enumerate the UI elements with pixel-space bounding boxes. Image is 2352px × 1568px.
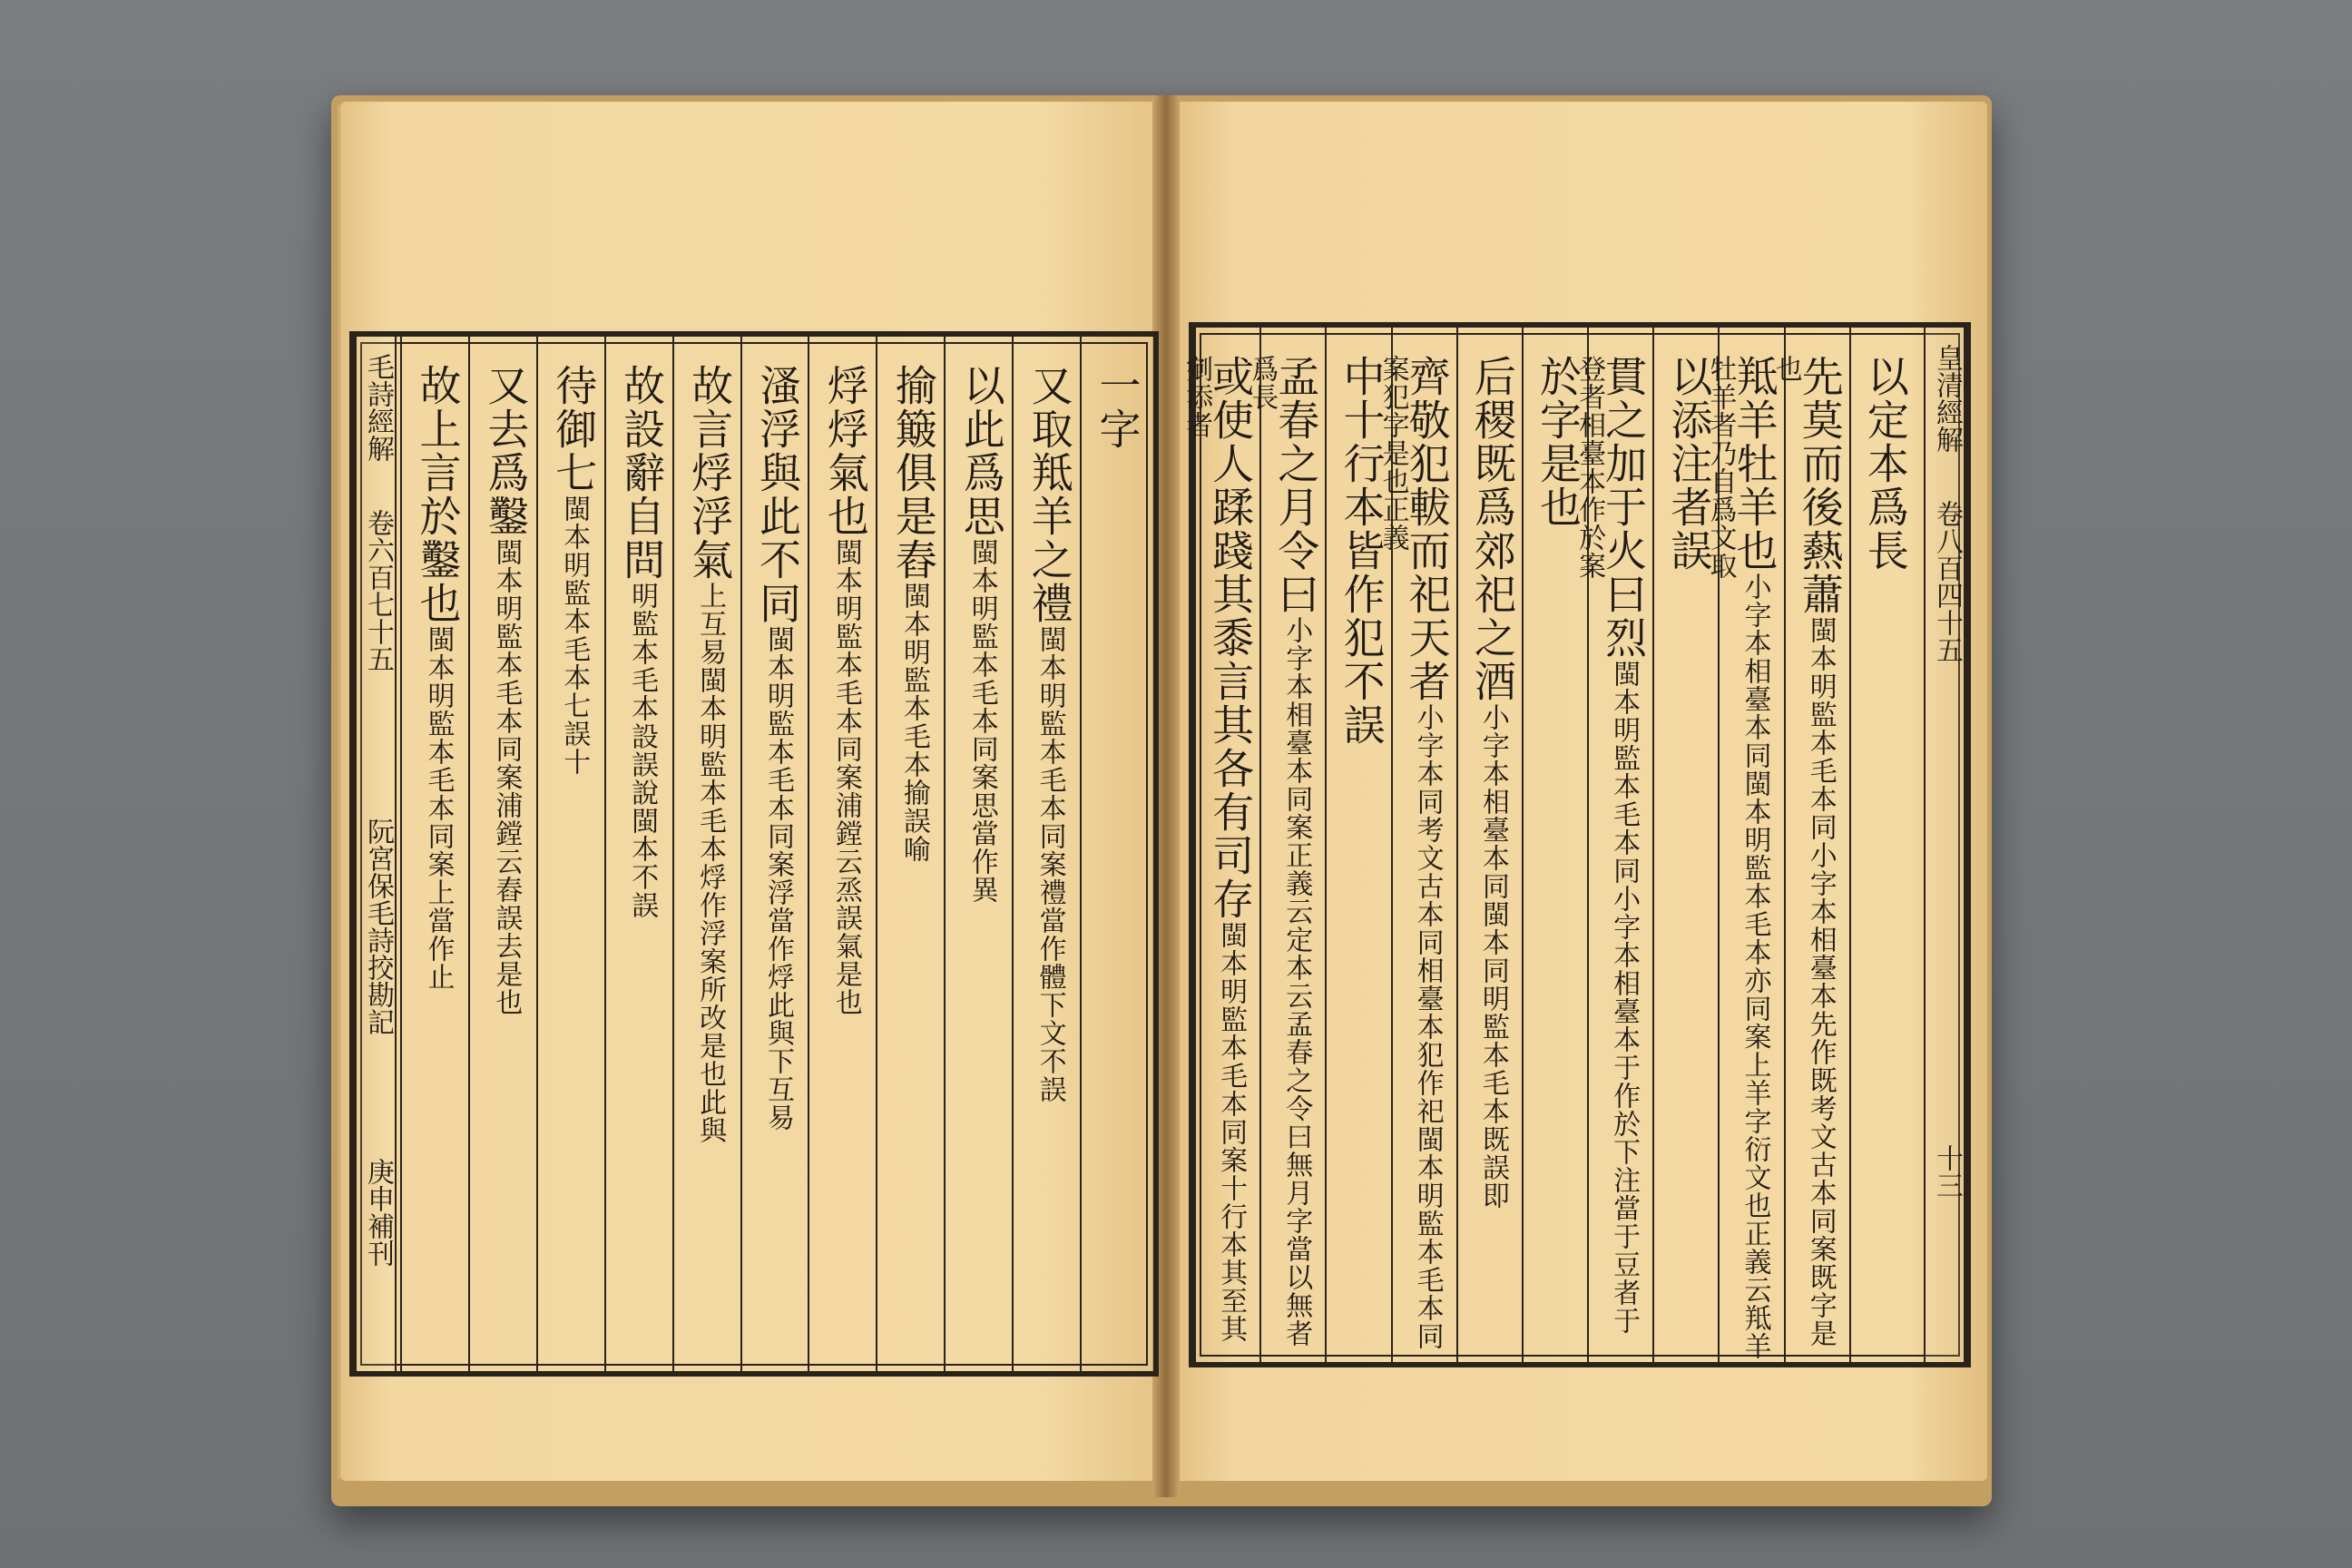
left-text-column [818,364,870,1016]
right-column-rule [1849,328,1851,1362]
left-text-column [477,364,531,1016]
right-text-column [1573,355,1649,1362]
left-main-text: 烰烰氣也 [820,364,870,538]
left-annotation-text: 閩本明監本毛本七誤十 [558,495,591,776]
right-column-rule [1522,328,1524,1362]
left-main-text: 故上言於鑿也 [413,364,463,625]
left-text-column [681,364,735,1144]
right-main-text: 孟春之月令曰 [1271,355,1321,616]
left-main-text: 一字 [1093,364,1142,451]
right-text-column [1246,355,1321,1362]
right-main-text: 以定本爲長 [1860,355,1910,573]
right-banxin-section: 卷八百四十五 [1931,500,1963,663]
right-banxin-title: 皇清經解 [1931,344,1963,453]
left-column-rule [876,337,877,1371]
left-main-text: 又去爲鑿 [481,364,531,538]
left-banxin-publisher: 阮宮保毛詩挍勘記 [362,818,394,1035]
right-annotation-text: 小字本相臺本同案正義云定本云孟春之令曰無月字當以無者爲長 [1246,355,1313,1348]
right-column-rule [1259,328,1261,1362]
left-column-rule [808,337,809,1371]
left-main-text: 待御七 [549,364,599,495]
right-annotation-text: 閩本明監本毛本同小字本相臺本先作既考文古本同案既字是也 [1769,355,1837,1348]
right-text-column [1769,355,1845,1362]
left-main-text: 溞浮與此不同 [753,364,802,625]
left-annotation-text: 閩本明監本毛本同案禮當作體下文不誤 [1034,625,1066,1103]
right-page-text-block [1181,322,1971,1367]
left-column-rule [400,337,402,1371]
right-text-column [1377,355,1452,1362]
right-main-text: 后稷既爲郊祀之酒 [1467,355,1517,703]
right-text-column [1333,355,1387,747]
left-text-column [613,364,667,919]
right-column-rule [1784,328,1786,1362]
right-annotation-text: 小字本相臺本同閩本明監本毛本亦同案上羊字衍文也正義云羝羊牡羊者乃自爲文取 [1704,355,1771,1360]
right-banxin [1924,328,1965,1362]
left-main-text: 揄簸俱是舂 [888,364,938,582]
right-text-column [1857,355,1910,573]
left-banxin-section: 卷六百七十五 [362,509,394,672]
left-annotation-text: 閩本明監本毛本同案思當作異 [965,538,998,904]
left-text-column [1090,364,1142,451]
right-annotation-text: 小字本同考文古本同相臺本犯作祀閩本明監本毛本同案犯字是也正義 [1377,355,1444,1350]
left-text-column [1022,364,1074,1103]
right-main-text: 中十行本皆作犯不誤 [1337,355,1387,747]
left-text-column [409,364,463,991]
right-main-text: 於字是也 [1534,355,1583,529]
left-banxin [355,337,397,1371]
right-column-rule [1194,328,1196,1362]
left-column-rule [604,337,606,1371]
left-main-text: 以此爲思 [956,364,1006,538]
right-column-rule [1456,328,1458,1362]
left-column-rule [672,337,674,1371]
left-annotation-text: 閩本明監本毛本揄誤喻 [897,582,930,863]
right-text-column [1661,355,1714,573]
left-column-rule [944,337,946,1371]
left-banxin-bottom: 庚申補刊 [362,1158,394,1267]
right-column-rule [1652,328,1654,1362]
left-column-rule [1012,337,1014,1371]
right-main-text: 先莫而後爇蕭 [1795,355,1845,616]
right-main-text: 或使人蹂踐其黍言其各有司存 [1206,355,1256,921]
left-column-rule [468,337,470,1371]
left-annotation-text: 明監本毛本設誤說閩本不誤 [626,582,659,919]
left-annotation-text: 閩本明監本毛本同案浮當作烰此與下互易 [762,625,794,1132]
right-banxin-page: 十三 [1931,1144,1963,1199]
right-annotation-text: 閩本明監本毛本同案十行本其至其剜添者 [1181,355,1248,1343]
left-annotation-text: 閩本明監本毛本同案浦鏜云舂誤去是也 [490,538,523,1016]
left-text-column [886,364,938,863]
left-annotation-text: 閩本明監本毛本同案浦鏜云烝誤氣是也 [829,538,862,1016]
left-annotation-text: 閩本明監本毛本同案上當作止 [422,625,455,991]
right-text-column [1530,355,1583,529]
left-annotation-text: 上互易閩本明監本毛本烰作浮案所改是也此與 [694,582,727,1144]
left-column-rule [1080,337,1082,1371]
left-main-text: 故言烰浮氣 [685,364,735,582]
right-main-text: 齊敬犯軷而祀天者 [1402,355,1452,703]
left-text-column [545,364,599,776]
left-main-text: 故設辭自問 [617,364,667,582]
right-text-column [1704,355,1779,1362]
left-column-rule [536,337,538,1371]
right-main-text: 羝羊牡羊也 [1730,355,1779,573]
right-annotation-text: 小字本相臺本同閩本同明監本毛本既誤即 [1476,703,1509,1210]
left-text-column [954,364,1006,904]
right-text-column [1465,355,1517,1210]
right-text-column [1181,355,1256,1362]
right-main-text: 以添注者誤 [1664,355,1714,573]
left-column-rule [740,337,742,1371]
right-annotation-text: 閩本明監本毛本同小字本相臺本于作於下注當于豆者于登者相臺本作於案 [1573,355,1641,1335]
left-banxin-title: 毛詩經解 [362,353,394,462]
left-main-text: 又取羝羊之禮 [1024,364,1074,625]
right-main-text: 貫之加于火曰烈 [1599,355,1649,660]
right-column-rule [1325,328,1327,1362]
left-page-text-block [349,331,1159,1377]
left-text-column [750,364,802,1132]
